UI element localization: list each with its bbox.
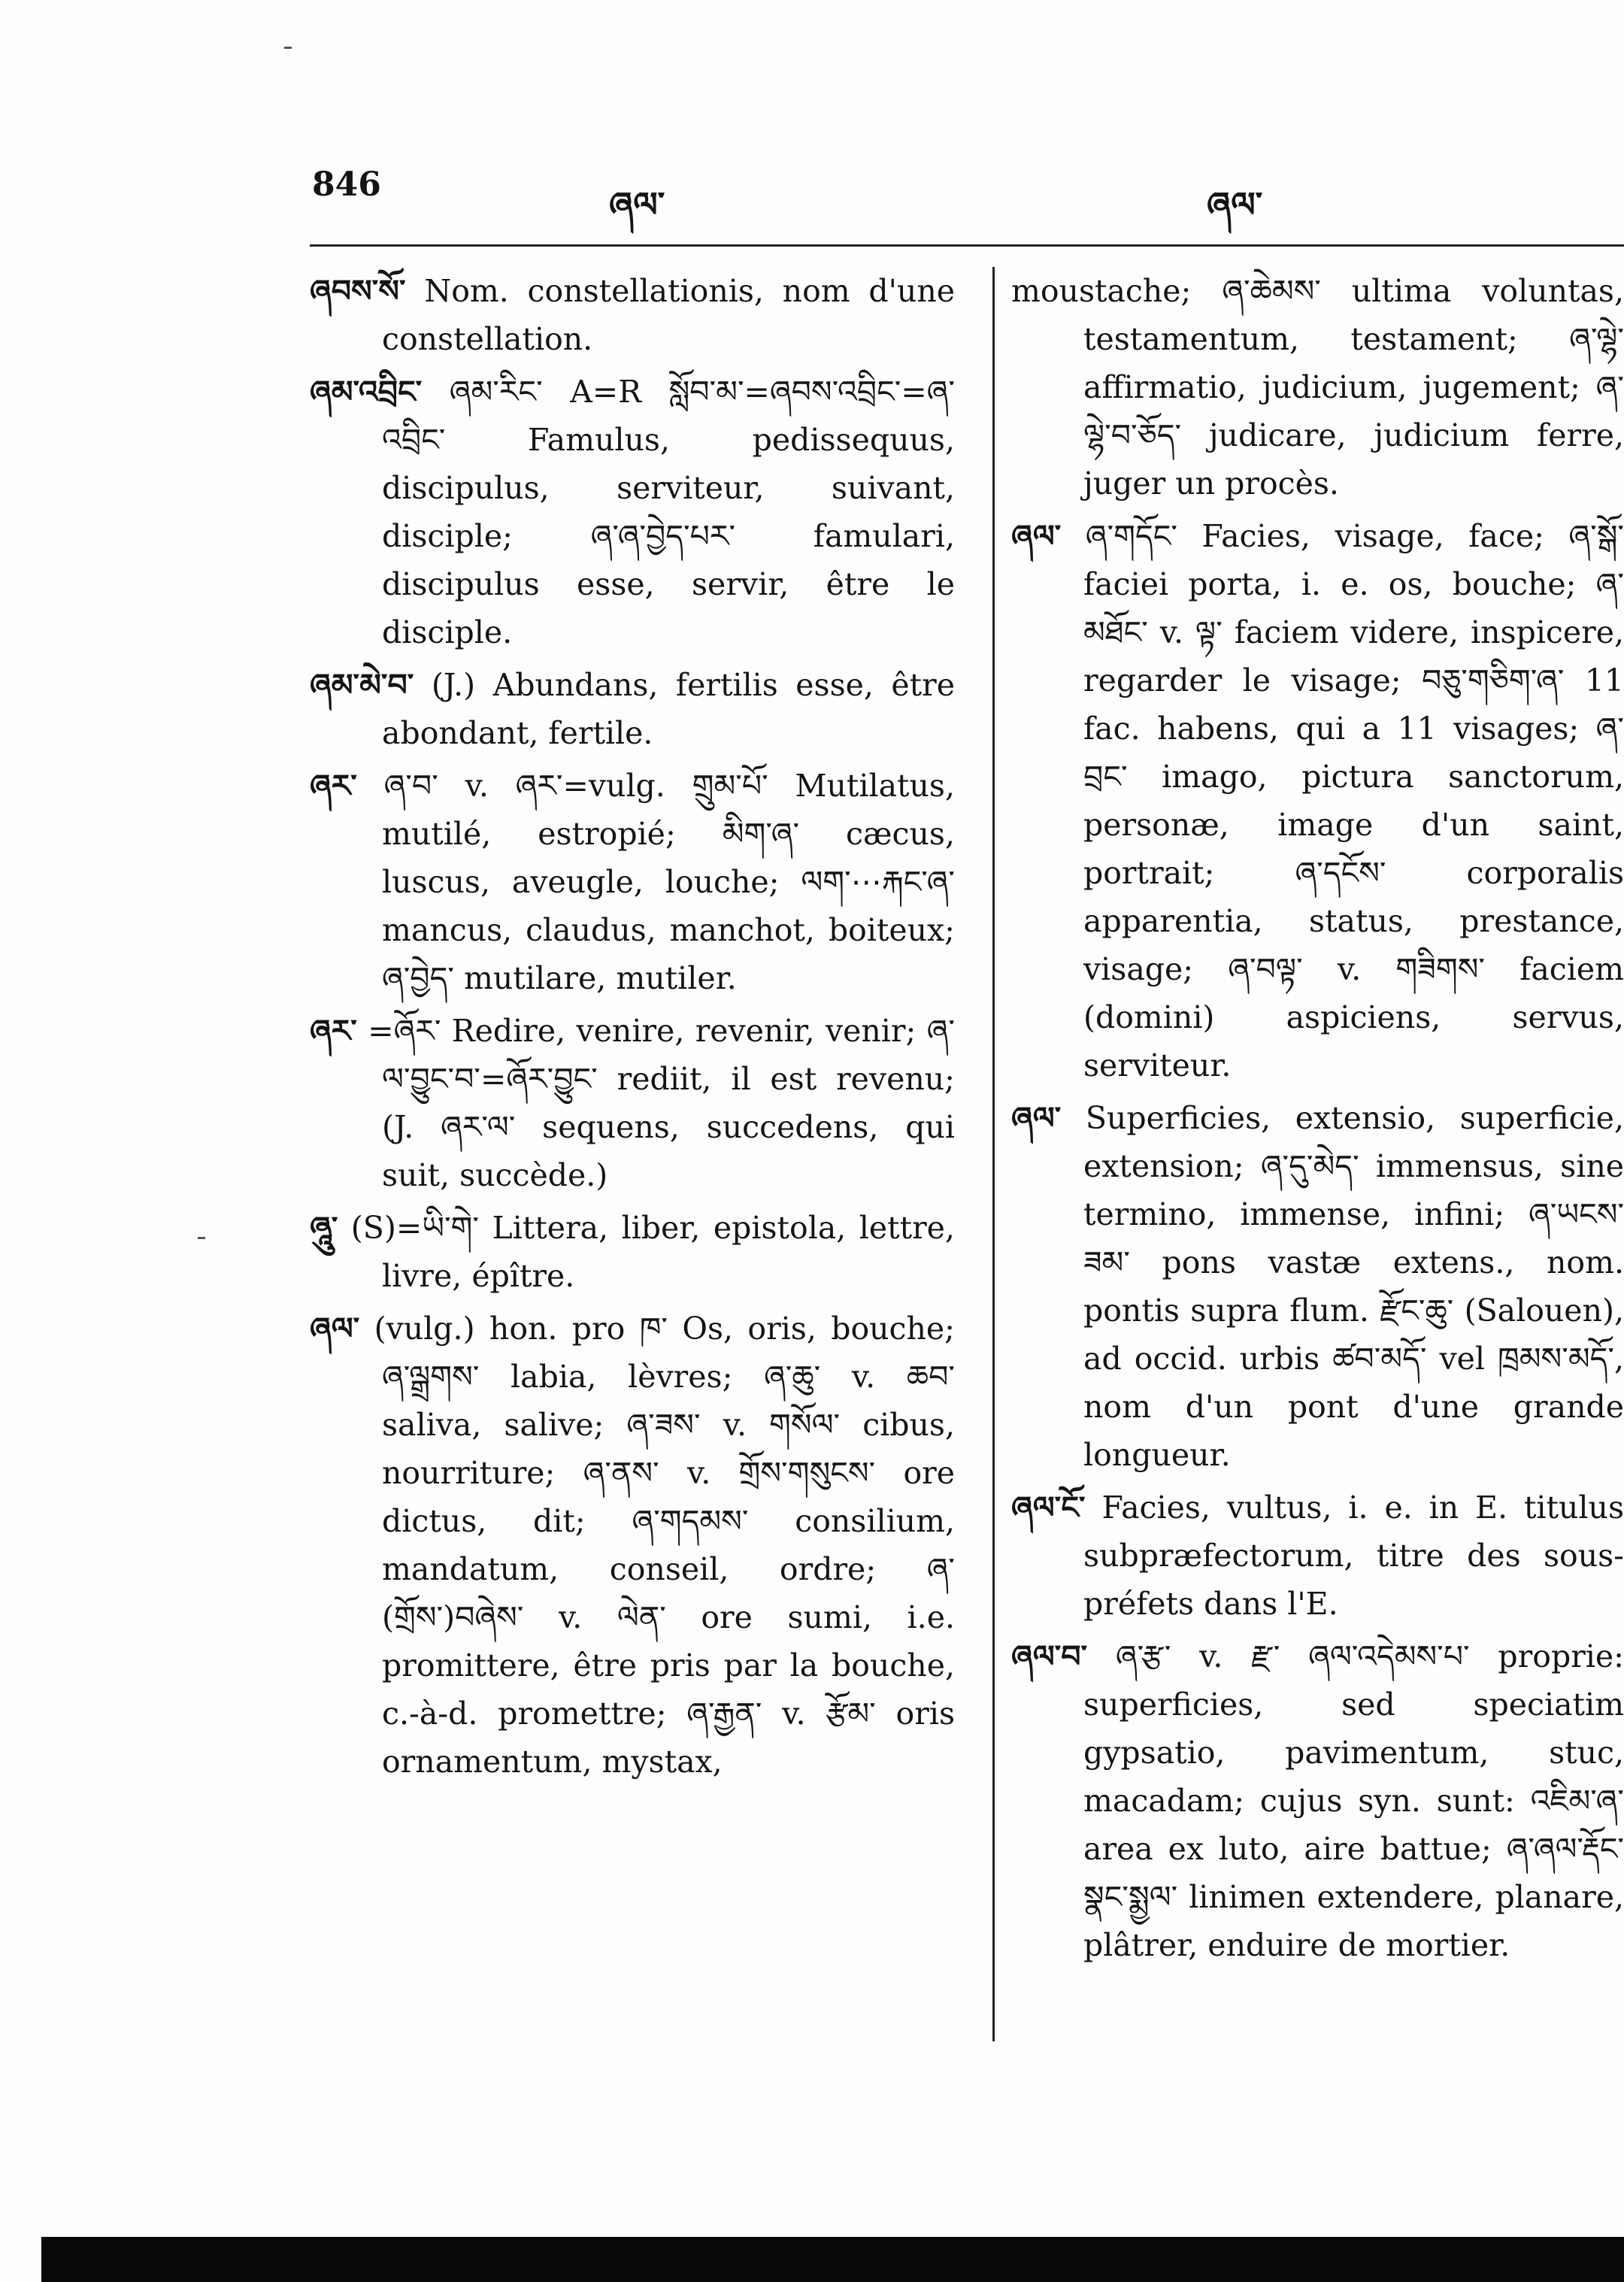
dictionary-entry: [310, 267, 955, 363]
entry-headword: ཞལ་བ་: [1011, 1638, 1088, 1674]
entry-text: Facies, vultus, i. e. in E. titulus subpræfectorum, titre des sous-préfets dans l'E.: [1083, 1490, 1624, 1622]
scan-bottom-band: [41, 2237, 1624, 2282]
entry-headword: ཞར་: [310, 768, 357, 804]
dictionary-entry: [310, 1305, 955, 1786]
dictionary-entry: [310, 1007, 955, 1199]
column-divider: [992, 267, 995, 2041]
entry-text: ཞ་གདོང་ Facies, visage, face; ཞ་སྒོ་ faciei porta, i. e. os, bouche; ཞ་མཐོང་ v. ལྟ་ faciem videre, inspicere, regarder le visage; བཅུ་གཅིག་ཞ་ 11 fac. habens, qui a 11 visages; ཞ་བྲང་ imago, pictura sanctorum, personæ, image d'un saint, portrait; ཞ་དངོས་ corporalis apparentia, status, prestance, visage; ཞ་བལྟ་ v. གཟིགས་ faciem (domini) aspiciens, servus, serviteur.: [1083, 518, 1624, 1083]
entry-headword: ཞལ་: [1011, 1100, 1062, 1136]
entry-text: Nom. constellationis, nom d'une constellation.: [382, 273, 955, 357]
entry-text: ཞམ་རིང་ A=R སློབ་མ་=ཞབས་འབྲིང་=ཞ་འབྲིང་ Famulus, pedissequus, discipulus, serviteur, suivant, disciple; ཞ་ཞ་བྱེད་པར་ famulari, discipulus esse, servir, être le disciple.: [382, 374, 955, 650]
dictionary-entry: [1011, 1483, 1624, 1628]
page-number: 846: [312, 165, 381, 204]
entry-text: (S)=ཡི་གེ་ Littera, liber, epistola, lettre, livre, épître.: [350, 1210, 955, 1294]
entry-headword: ཞལ་: [1011, 518, 1062, 554]
entry-text: ཞ་བ་ v. ཞར་=vulg. གྲུམ་པོ་ Mutilatus, mutilé, estropié; མིག་ཞ་ cæcus, luscus, aveugle, louche; ལག་⋯རྐང་ཞ་ mancus, claudus, manchot, boiteux; ཞ་བྱེད་ mutilare, mutiler.: [382, 768, 955, 996]
right-column: [1011, 267, 1624, 1974]
dictionary-entry: [310, 762, 955, 1002]
dictionary-entry: [1011, 512, 1624, 1089]
entry-headword: ཞལ་: [310, 1311, 360, 1347]
entry-headword: ཞལ་ངོ་: [1011, 1490, 1086, 1526]
margin-mark: [284, 47, 292, 49]
dictionary-entry: [1011, 1094, 1624, 1479]
entry-headword: ཞཱུ་: [310, 1210, 338, 1246]
dictionary-entry: [1011, 267, 1624, 508]
margin-mark: [198, 1237, 205, 1239]
entry-text: (J.) Abundans, fertilis esse, être abondant, fertile.: [382, 667, 955, 751]
header-rule: [310, 244, 1624, 247]
dictionary-entry: [310, 368, 955, 656]
entry-headword: ཞམ་མེ་བ་: [310, 667, 414, 703]
entry-text: =ཞོར་ Redire, venire, revenir, venir; ཞ་ལ་བྱུང་བ་=ཞོར་བྱུང་ rediit, il est revenu; (J. ཞར་ལ་ sequens, succedens, qui suit, succède.): [368, 1013, 955, 1193]
entry-text: moustache; ཞ་ཆེམས་ ultima voluntas, testamentum, testament; ཞ་ལྷེ་ affirmatio, judicium, jugement; ཞ་ལྷེ་བ་ཅོད་ judicare, judicium ferre, juger un procès.: [1011, 273, 1624, 502]
dictionary-entry: [310, 661, 955, 757]
entry-headword: ཞབས་སོ་: [310, 273, 406, 309]
dictionary-entry: [310, 1204, 955, 1300]
running-head-right: ཞལ་: [1207, 184, 1263, 225]
entry-text: (vulg.) hon. pro ཁ་ Os, oris, bouche; ཞ་ལྒྲགས་ labia, lèvres; ཞ་ཆུ་ v. ཆབ་ saliva, salive; ཞ་ཟས་ v. གསོལ་ cibus, nourriture; ཞ་ནས་ v. གྲོས་གསུངས་ ore dictus, dit; ཞ་གདམས་ consilium, mandatum, conseil, ordre; ཞ་(གྲོས་)བཞེས་ v. ལེན་ ore sumi, i.e. promittere, être pris par la bouche, c.-à-d. promettre; ཞ་རྒྱན་ v. རྩོམ་ oris ornamentum, mystax,: [374, 1311, 955, 1780]
left-column: [310, 267, 955, 1790]
entry-text: Superficies, extensio, superficie, extension; ཞ་དུ་མེད་ immensus, sine termino, immense, infini; ཞ་ཡངས་ཟམ་ pons vastæ extens., nom. pontis supra flum. རྫོང་ཆུ་ (Salouen), ad occid. urbis ཚབ་མདོ་ vel ཁྲམས་མདོ་, nom d'un pont d'une grande longueur.: [1083, 1100, 1624, 1473]
running-head-left: ཞལ་: [609, 184, 665, 225]
entry-headword: ཞམ་འབྲིང་: [310, 374, 423, 410]
entry-text: ཞ་རྩ་ v. རྫ་ ཞལ་འདེམས་པ་ proprie: superficies, sed speciatim gypsatio, pavimentum, stuc, macadam; cujus syn. sunt: འཇིམ་ཞ་ area ex luto, aire battue; ཞ་ཞལ་རྡོང་ སྣང་སྨྱལ་ linimen extendere, planare, plâtrer, enduire de mortier.: [1083, 1638, 1624, 1963]
dictionary-entry: [1011, 1632, 1624, 1969]
entry-headword: ཞར་: [310, 1013, 357, 1049]
